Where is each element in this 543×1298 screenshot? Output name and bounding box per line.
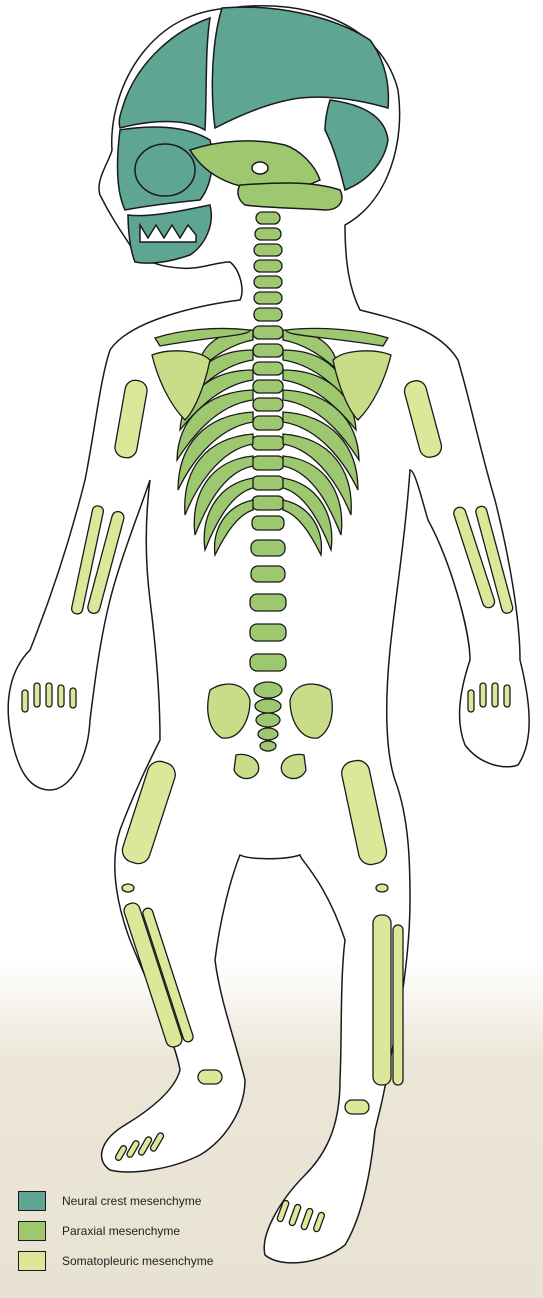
legend-item-somatopleuric (18, 1250, 278, 1272)
patella-left (122, 884, 134, 892)
legend-swatch (18, 1251, 46, 1271)
sacral-segment (256, 713, 280, 727)
vertebra (254, 276, 282, 288)
sacral-segment (254, 682, 282, 698)
vertebra (250, 594, 286, 611)
metacarpal (70, 688, 76, 708)
vertebra (251, 540, 285, 556)
vertebra (255, 228, 281, 240)
sacral-segment (255, 699, 281, 713)
vertebra (253, 398, 283, 411)
vertebra (254, 244, 282, 256)
fibula-right (393, 925, 403, 1085)
tarsal (345, 1100, 369, 1114)
vertebra (252, 516, 284, 530)
legend-item-paraxial (18, 1220, 278, 1242)
vertebra (256, 212, 280, 224)
metacarpal (504, 685, 510, 707)
legend-label: Neural crest mesenchyme (62, 1194, 202, 1208)
legend-item-neural-crest (18, 1190, 278, 1212)
legend-label: Paraxial mesenchyme (62, 1224, 181, 1238)
vertebral-column (250, 212, 286, 671)
vertebra (253, 362, 283, 375)
metacarpal (46, 683, 52, 707)
sacral-segment (260, 741, 276, 751)
patella-right (376, 884, 388, 892)
metacarpal (34, 683, 40, 707)
legend (18, 1190, 278, 1280)
vertebra (252, 476, 284, 490)
vertebra (254, 260, 282, 272)
metacarpal (468, 690, 474, 712)
maxilla-orbit (118, 127, 213, 210)
vertebra (253, 380, 283, 393)
vertebra (251, 566, 285, 582)
sacral-segment (258, 728, 278, 740)
vertebra (254, 292, 282, 304)
skull-base (238, 183, 342, 210)
vertebra (253, 326, 283, 339)
legend-swatch (18, 1191, 46, 1211)
tarsal (198, 1070, 222, 1084)
metacarpal (480, 683, 486, 707)
metacarpal (492, 683, 498, 707)
vertebra (253, 344, 283, 357)
legend-label: Somatopleuric mesenchyme (62, 1254, 214, 1268)
ear-canal (252, 162, 268, 174)
tibia-right (373, 915, 391, 1085)
vertebra (252, 436, 284, 450)
vertebra (252, 456, 284, 470)
vertebra (250, 624, 286, 641)
legend-swatch (18, 1221, 46, 1241)
vertebra (252, 496, 284, 510)
vertebra (254, 308, 282, 321)
vertebra (253, 416, 283, 430)
vertebra (250, 654, 286, 671)
metacarpal (22, 690, 28, 712)
metacarpal (58, 685, 64, 707)
